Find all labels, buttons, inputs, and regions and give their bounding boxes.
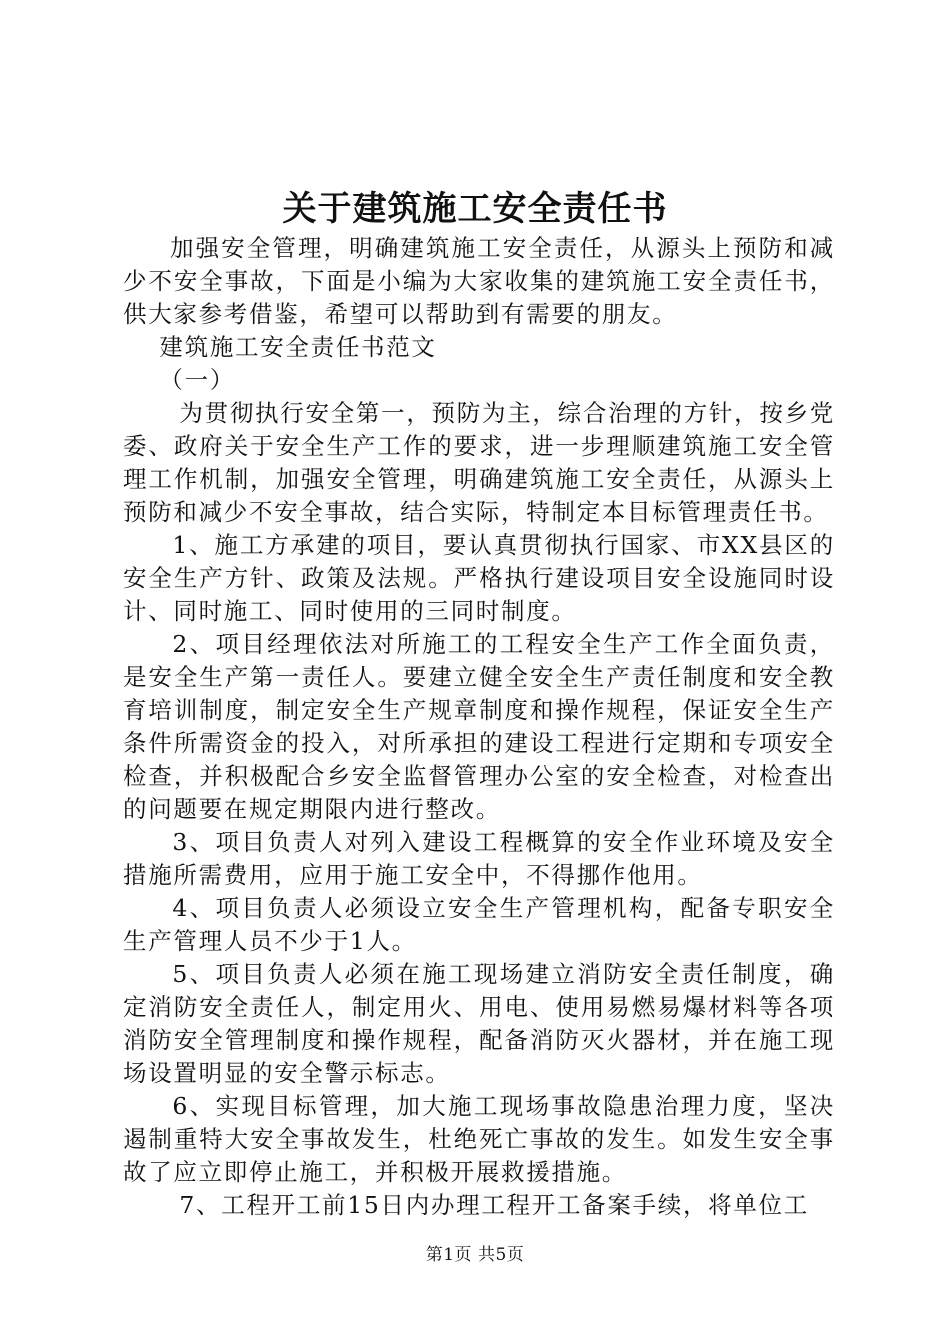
clause-6: 6、实现目标管理，加大施工现场事故隐患治理力度，坚决遏制重特大安全事故发生，杜绝死亡事故的发生。如发生安全事故了应立即停止施工，并积极开展救援措施。 (123, 1092, 835, 1186)
preamble-paragraph: 为贯彻执行安全第一，预防为主，综合治理的方针，按乡党委、政府关于安全生产工作的要求，进一步理顺建筑施工安全管理工作机制，加强安全管理，明确建筑施工安全责任，从源头上预防和减少不安全事故，结合实际，特制定本目标管理责任书。 (123, 399, 835, 526)
section-heading: 建筑施工安全责任书范文 (159, 333, 437, 361)
clause-7: 7、工程开工前15日内办理工程开工备案手续，将单位工 (179, 1191, 809, 1219)
page-footer: 第1页 共5页 (425, 1245, 525, 1265)
subsection-number: （一） (159, 366, 236, 394)
clause-2: 2、项目经理依法对所施工的工程安全生产工作全面负责，是安全生产第一责任人。要建立健全安全生产责任制度和安全教育培训制度，制定安全生产规章制度和操作规程，保证安全生产条件所需资金的投入，对所承担的建设工程进行定期和专项安全检查，并积极配合乡安全监督管理办公室的安全检查，对检查出的问题要在规定期限内进行整改。 (123, 630, 835, 823)
clause-5: 5、项目负责人必须在施工现场建立消防安全责任制度，确定消防安全责任人，制定用火、用电、使用易燃易爆材料等各项消防安全管理制度和操作规程，配备消防灭火器材，并在施工现场设置明显的安全警示标志。 (123, 960, 835, 1087)
intro-paragraph: 加强安全管理，明确建筑施工安全责任，从源头上预防和减少不安全事故，下面是小编为大家收集的建筑施工安全责任书，供大家参考借鉴，希望可以帮助到有需要的朋友。 (123, 234, 835, 328)
document-body (123, 232, 835, 1222)
clause-1: 1、施工方承建的项目，要认真贯彻执行国家、市XX县区的安全生产方针、政策及法规。严格执行建设项目安全设施同时设计、同时施工、同时使用的三同时制度。 (123, 531, 835, 625)
document-title: 关于建筑施工安全责任书 (282, 189, 668, 229)
clause-4: 4、项目负责人必须设立安全生产管理机构，配备专职安全生产管理人员不少于1人。 (123, 894, 835, 955)
clause-3: 3、项目负责人对列入建设工程概算的安全作业环境及安全措施所需费用，应用于施工安全中，不得挪作他用。 (123, 828, 835, 889)
